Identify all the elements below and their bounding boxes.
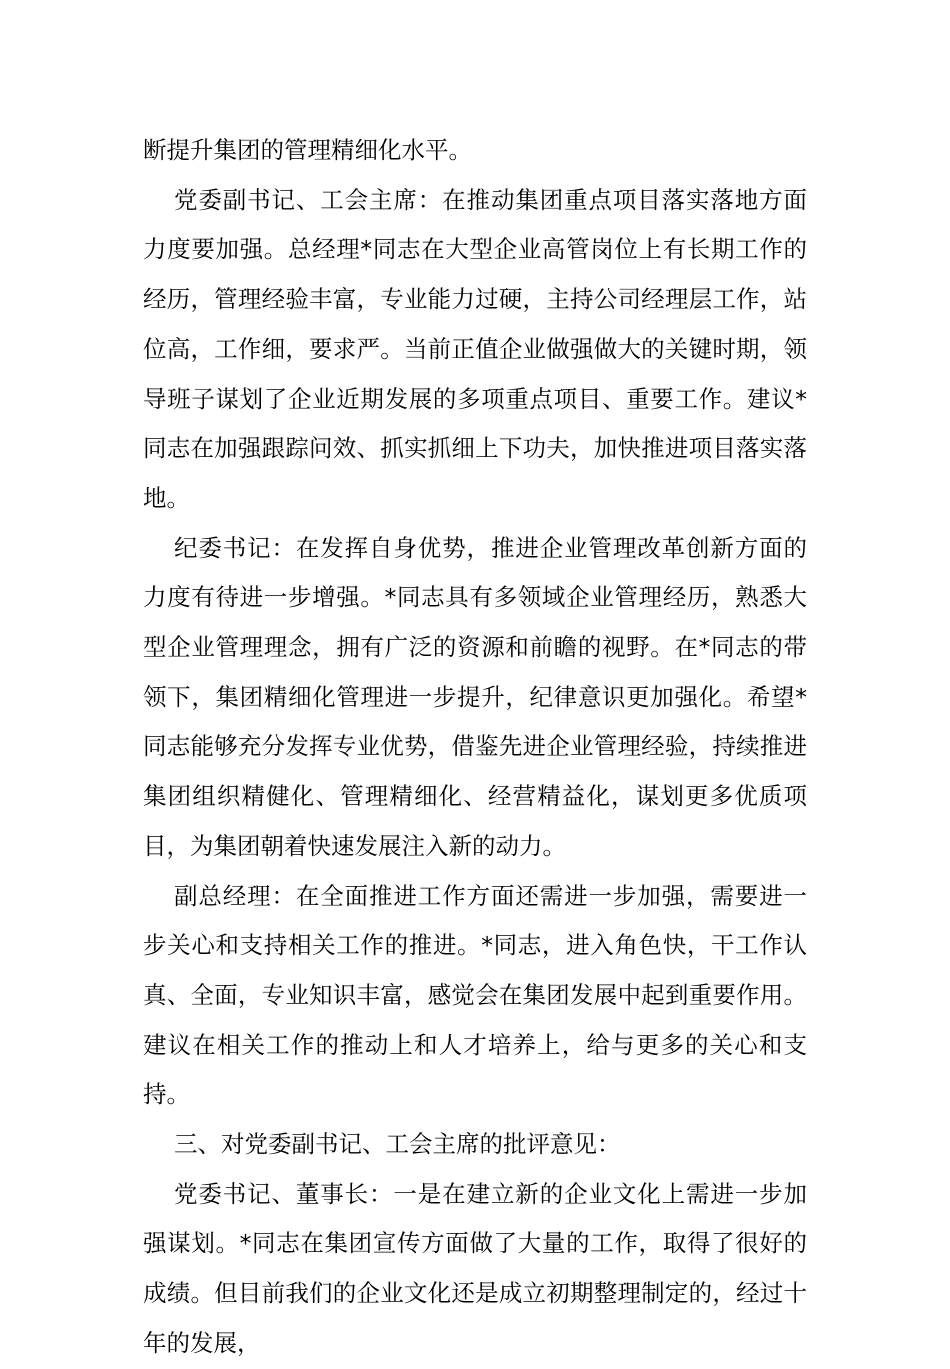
paragraph-deputy-secretary: 党委副书记、工会主席：在推动集团重点项目落实落地方面力度要加强。总经理*同志在大型企业高管岗位上有长期工作的经历，管理经验丰富，专业能力过硬，主持公司经理层工作，站位高，工作细，要求严。当前正值企业做强做大的关键时期，领导班子谋划了企业近期发展的多项重点项目、重要工作。建议*同志在加强跟踪问效、抓实抓细上下功夫，加快推进项目落实落地。: [143, 185, 807, 512]
section-heading-criticism: 三、对党委副书记、工会主席的批评意见：: [174, 1130, 621, 1159]
document-body: [143, 126, 807, 1369]
paragraph-discipline-secretary: 纪委书记：在发挥自身优势，推进企业管理改革创新方面的力度有待进一步增强。*同志具有多领域企业管理经历，熟悉大型企业管理理念，拥有广泛的资源和前瞻的视野。在*同志的带领下，集团精细化管理进一步提升，纪律意识更加强化。希望*同志能够充分发挥专业优势，借鉴先进企业管理经验，持续推进集团组织精健化、管理精细化、经营精益化，谋划更多优质项目，为集团朝着快速发展注入新的动力。: [143, 533, 807, 860]
paragraph-party-secretary-chairman: 党委书记、董事长：一是在建立新的企业文化上需进一步加强谋划。*同志在集团宣传方面做了大量的工作，取得了很好的成绩。但目前我们的企业文化还是成立初期整理制定的，经过十年的发展，: [143, 1179, 807, 1357]
paragraph-deputy-general-manager: 副总经理：在全面推进工作方面还需进一步加强，需要进一步关心和支持相关工作的推进。*同志，进入角色快，干工作认真、全面，专业知识丰富，感觉会在集团发展中起到重要作用。建议在相关工作的推动上和人才培养上，给与更多的关心和支持。: [143, 881, 807, 1109]
paragraph-continuation: 断提升集团的管理精细化水平。: [143, 136, 472, 164]
